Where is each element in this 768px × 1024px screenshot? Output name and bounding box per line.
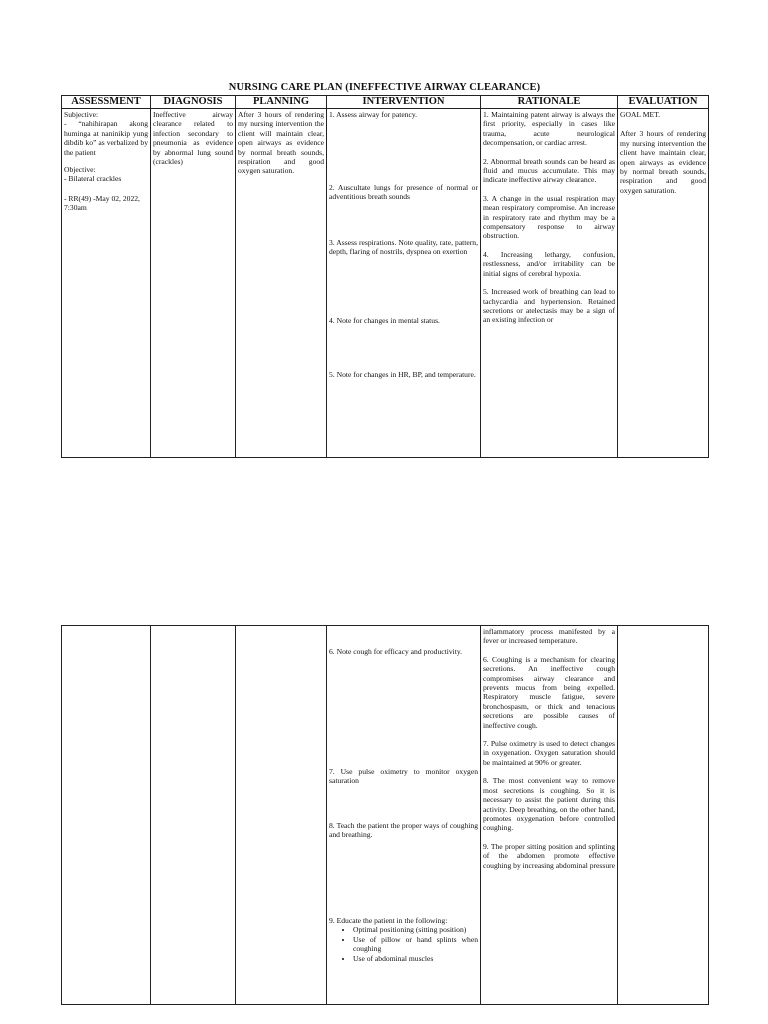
planning-cell: After 3 hours of rendering my nursing intervention the client will maintain clear, open airways as evidence by normal breath sounds, respiration and good oxygen saturation. [236, 109, 327, 458]
intervention-9-text: 9. Educate the patient in the following: [329, 916, 448, 925]
rationale-8: 8. The most convenient way to remove most secretions is coughing. So it is necessary to assist the patient during this activity. Deep breathing, on the other hand, promotes oxygenation before controlled coughing. [483, 776, 615, 833]
intervention-4: 4. Note for changes in mental status. [329, 316, 440, 325]
rationale-9: 9. The proper sitting position and splinting of the abdomen promote effective coughing by increasing abdominal pressure [483, 841, 616, 870]
rationale-5-continued: inflammatory process manifested by a fever or increased temperature. [483, 627, 615, 646]
rationale-4: 4. Increasing lethargy, confusion, restlessness, and/or irritability can be initial signs of cerebral hypoxia. [483, 249, 615, 278]
evaluation-goal: GOAL MET. [620, 110, 661, 119]
objective-label: Objective: [64, 165, 96, 175]
header-diagnosis: DIAGNOSIS [151, 96, 236, 109]
intervention-1: 1. Assess airway for patency. [329, 110, 418, 119]
header-evaluation: EVALUATION [618, 96, 709, 109]
header-row [62, 96, 709, 109]
header-assessment: ASSESSMENT [62, 96, 151, 109]
intervention-2: 2. Auscultate lungs for presence of normal or adventitious breath sounds [329, 183, 478, 202]
assessment-cell-continued [62, 626, 151, 1005]
table-row [62, 109, 709, 458]
rationale-5: 5. Increased work of breathing can lead to tachycardia and hypertension. Retained secretions or atelectasis may be a sign of an existing infection or [483, 287, 615, 325]
care-plan-table-page-1 [61, 95, 709, 458]
assessment-cell [62, 109, 151, 458]
list-item: • Use of abdominal muscles [353, 954, 478, 963]
rationale-7: 7. Pulse oximetry is used to detect changes in oxygenation. Oxygen saturation should be maintained at 90% or greater. [483, 739, 615, 767]
objective-item-2: - RR(49) -May 02, 2022, 7:30am [64, 193, 140, 213]
intervention-9 [329, 916, 478, 963]
list-item: • Optimal positioning (sitting position) [353, 925, 478, 934]
rationale-2: 2. Abnormal breath sounds can be heard as fluid and mucus accumulate. This may indicate ineffective airway clearance. [483, 156, 615, 185]
rationale-3: 3. A change in the usual respiration may mean respiratory compromise. An increase in respiratory rate and rhythm may be a compensatory response to airway obstruction. [483, 193, 615, 241]
intervention-6: 6. Note cough for efficacy and productivity. [329, 647, 463, 656]
planning-cell-continued [236, 626, 327, 1005]
header-planning: PLANNING [236, 96, 327, 109]
page-title: NURSING CARE PLAN (INEFFECTIVE AIRWAY CLEARANCE) [228, 82, 541, 93]
intervention-cell [327, 109, 481, 458]
list-item: • Use of pillow or hand splints when coughing [353, 935, 478, 954]
header-rationale: RATIONALE [481, 96, 618, 109]
intervention-7: 7. Use pulse oximetry to monitor oxygen saturation [329, 767, 478, 786]
table-row [62, 626, 709, 1005]
rationale-cell-continued [481, 626, 618, 1005]
intervention-3: 3. Assess respirations. Note quality, rate, pattern, depth, flaring of nostrils, dyspnea on exertion [329, 238, 478, 257]
evaluation-cell [618, 109, 709, 458]
subjective-text: - “nahihirapan akong huminga at naninikip yung dibdib ko” as verbalized by the patient [64, 119, 148, 157]
evaluation-cell-continued [618, 626, 709, 1005]
header-intervention: INTERVENTION [327, 96, 481, 109]
rationale-cell [481, 109, 618, 458]
objective-item-1: - Bilateral crackles [64, 174, 122, 184]
intervention-5: 5. Note for changes in HR, BP, and temperature. [329, 370, 476, 379]
intervention-8: 8. Teach the patient the proper ways of coughing and breathing. [329, 821, 478, 840]
evaluation-text: After 3 hours of rendering my nursing intervention the client have maintain clear, open airways as evidence by normal breath sounds, respiration and good oxygen saturation. [620, 129, 706, 195]
rationale-6: 6. Coughing is a mechanism for clearing secretions. An ineffective cough compromises airway clearance and prevents mucus from being expelled. Respiratory muscle fatigue, severe bronchospasm, or thick and tenacious secretions are possible causes of ineffective cough. [483, 654, 615, 730]
intervention-9-list [329, 925, 478, 963]
care-plan-table-page-2 [61, 625, 709, 1005]
diagnosis-cell: Ineffective airway clearance related to infection secondary to pneumonia as evidence by abnormal lung sound (crackles) [151, 109, 236, 458]
rationale-1: 1. Maintaining patent airway is always the first priority, especially in cases like trauma, acute neurological decompensation, or cardiac arrest. [483, 110, 615, 148]
subjective-label: Subjective: [64, 110, 99, 119]
intervention-cell-continued [327, 626, 481, 1005]
diagnosis-cell-continued [151, 626, 236, 1005]
